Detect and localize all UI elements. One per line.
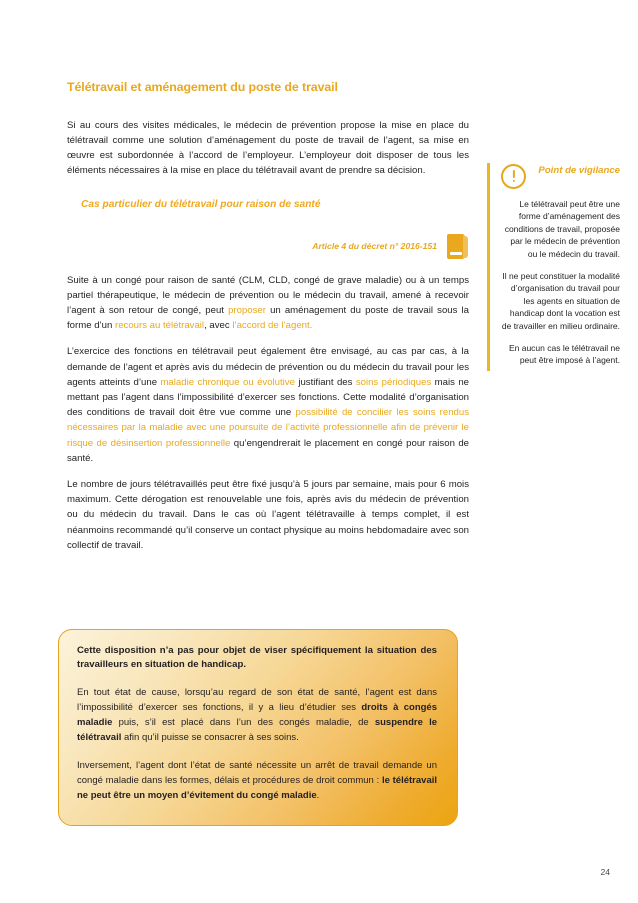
text-run: . xyxy=(316,790,320,801)
highlight-accord-agent: l’accord de l’agent. xyxy=(232,320,313,332)
point-de-vigilance-title: Point de vigilance xyxy=(538,165,620,176)
highlight-maladie-chronique: maladie chronique ou évolutive xyxy=(160,376,295,388)
text-run: En tout état de cause, lorsqu’au regard de son état de santé, l’agent est dans l’impossibilité d’exercer ses fonctions, il y a lieu d’étudier ses xyxy=(77,687,437,713)
book-icon xyxy=(447,234,469,259)
text-run: mais ne mettant pas l’agent dans l’impossibilité d’exercer ses fonctions. Cette modalité d’organisation des conditions de travail doit être vue comme une xyxy=(67,376,469,419)
text-run: puis, s’il est placé dans l’un des congés maladie, de xyxy=(112,717,375,728)
highlight-soins-periodiques: soins périodiques xyxy=(355,376,432,388)
callout-paragraph-1 xyxy=(77,685,437,745)
text-run: un aménagement du poste de travail sous la forme d’un xyxy=(67,304,469,332)
paragraph-nombre-jours: Le nombre de jours télétravaillés peut être fixé jusqu’à 5 jours par semaine, mais pour 6 mois maximum. Cette dérogation est renouvelable une fois, après avis du médecin de prévention ou du médecin du travail. Dans le cas où l’agent télétravaille à temps complet, il est néanmoins recommandé qu’il conserve un contact physique au moins hebdomadaire avec son collectif de travail. xyxy=(67,479,469,551)
point-de-vigilance-paragraph-1: Le télétravail peut être une forme d’aménagement des conditions de travail, proposée par le médecin de prévention ou le médecin du travail. xyxy=(504,199,620,259)
bold-teletravail-evitement: le télétravail ne peut être un moyen d’évitement du congé maladie xyxy=(77,775,438,801)
highlight-possibilite-concilier: possibilité de concilier les soins rendus nécessaires par la maladie avec une poursuite de l’activité professionnelle afin de prévenir le risque de désinsertion professionnelle xyxy=(67,407,469,449)
bold-suspendre-teletravail: suspendre le télétravail xyxy=(77,717,437,743)
callout-lead-text: Cette disposition n’a pas pour objet de viser spécifiquement la situation des travailleurs en situation de handicap. xyxy=(77,645,437,670)
point-de-vigilance-box xyxy=(487,163,620,371)
text-run: justifiant des xyxy=(294,376,356,388)
text-run: , avec xyxy=(204,320,233,332)
point-de-vigilance-paragraph-2: Il ne peut constituer la modalité d’organisation du travail pour les agents en situation de handicap dont la vocation est de travailler en milieu ordinaire. xyxy=(501,271,620,331)
text-run: L’exercice des fonctions en télétravail peut également être envisagé, au cas par cas, à la demande de l’agent et après avis du médecin de prévention ou du médecin du travail pour les agents atteints d’une xyxy=(67,346,469,388)
point-de-vigilance-paragraph-3: En aucun cas le télétravail ne peut être imposé à l’agent. xyxy=(508,343,620,366)
bold-droits-conges-maladie: droits à congés maladie xyxy=(77,702,437,728)
warning-exclamation-icon xyxy=(501,164,526,189)
text-run: qu’engendrerait le placement en congé pour raison de santé. xyxy=(67,437,470,464)
callout-box xyxy=(58,629,458,826)
paragraph-exercice-fonctions xyxy=(67,344,469,466)
text-run: afin qu’il puisse se consacrer à ses soins. xyxy=(121,732,299,743)
decree-reference xyxy=(67,234,469,259)
main-content-column xyxy=(67,80,469,553)
highlight-recours-teletravail: recours au télétravail xyxy=(115,320,205,332)
section-subheading: Cas particulier du télétravail pour raison de santé xyxy=(81,199,321,211)
page-number: 24 xyxy=(600,867,610,877)
highlight-proposer: proposer xyxy=(228,304,266,316)
decree-reference-label: Article 4 du décret n° 2016-151 xyxy=(312,241,437,252)
text-run: Suite à un congé pour raison de santé (CLM, CLD, congé de grave maladie) ou à un temps partiel thérapeutique, le médecin de prévention ou le médecin du travail, amené à recevoir l’agent à son retour de congé, peut xyxy=(67,274,469,316)
intro-paragraph: Si au cours des visites médicales, le médecin de prévention propose la mise en place du télétravail comme une solution d’aménagement du poste de travail de l’agent, sa mise en œuvre est subordonnée à l’accord de l’employeur. L’employeur doit disposer de tous les éléments nécessaires à la mise en place du télétravail avant de prendre sa décision. xyxy=(67,119,469,177)
page-title: Télétravail et aménagement du poste de travail xyxy=(67,80,338,94)
paragraph-retour-conge xyxy=(67,273,469,334)
callout-paragraph-2 xyxy=(77,758,437,803)
text-run: Inversement, l’agent dont l’état de santé nécessite un arrêt de travail demande un congé maladie dans les formes, délais et procédures de droit commun : xyxy=(77,760,437,786)
point-de-vigilance-header xyxy=(501,163,620,189)
